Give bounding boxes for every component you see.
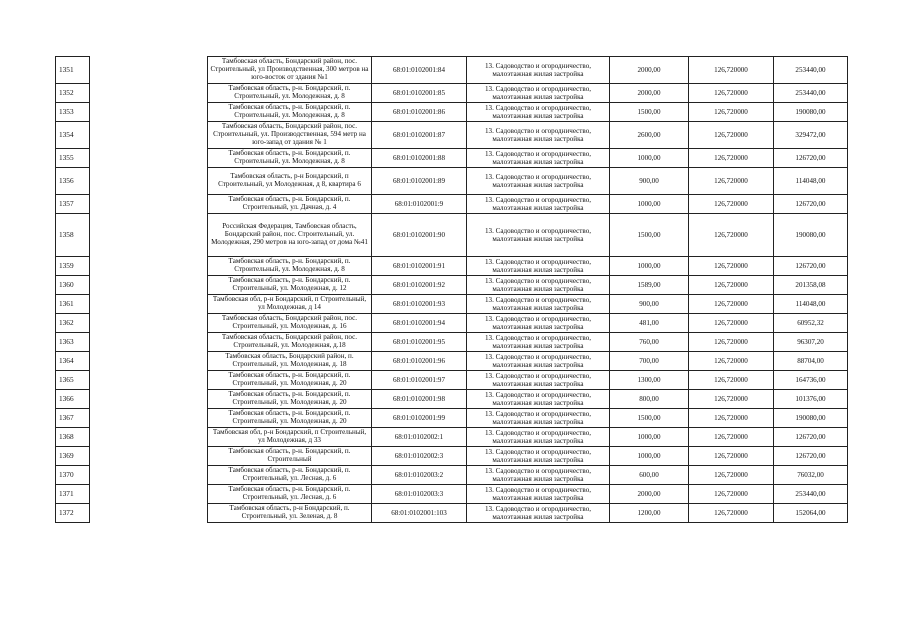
- table-row: [56, 103, 848, 122]
- area-cell: 2000,00: [610, 84, 689, 103]
- spacer-cell: [90, 168, 208, 195]
- cadastral-value-cell: 190080,00: [774, 103, 848, 122]
- area-cell: 481,00: [610, 314, 689, 333]
- cadastral-value-cell: 152064,00: [774, 504, 848, 523]
- table-row: [56, 168, 848, 195]
- row-number-cell: 1358: [56, 214, 90, 257]
- row-number-cell: 1351: [56, 57, 90, 84]
- spacer-cell: [90, 447, 208, 466]
- land-use-cell: 13. Садоводство и огородничество, малоэтажная жилая застройка: [467, 295, 610, 314]
- address-cell: Тамбовская область, р-н. Бондарский, п. Строительный, ул. Молодежная, д. 12: [208, 276, 372, 295]
- rate-cell: 126,720000: [689, 276, 774, 295]
- row-number-cell: 1353: [56, 103, 90, 122]
- land-use-cell: 13. Садоводство и огородничество, малоэтажная жилая застройка: [467, 333, 610, 352]
- cadastral-value-cell: 126720,00: [774, 257, 848, 276]
- area-cell: 1300,00: [610, 371, 689, 390]
- address-cell: Тамбовская область, р-н. Бондарский, п. Строительный, ул. Лесная, д. 6: [208, 485, 372, 504]
- area-cell: 1589,00: [610, 276, 689, 295]
- spacer-cell: [90, 314, 208, 333]
- land-use-cell: 13. Садоводство и огородничество, малоэтажная жилая застройка: [467, 257, 610, 276]
- land-use-cell: 13. Садоводство и огородничество, малоэтажная жилая застройка: [467, 122, 610, 149]
- table-row: [56, 295, 848, 314]
- land-use-cell: 13. Садоводство и огородничество, малоэтажная жилая застройка: [467, 371, 610, 390]
- cadastral-value-cell: 190080,00: [774, 409, 848, 428]
- rate-cell: 126,720000: [689, 257, 774, 276]
- table-body: [56, 57, 848, 523]
- address-cell: Тамбовская область, Бондарский район, пос. Строительный, ул Производственная, 300 метров на юго-восток от здания №1: [208, 57, 372, 84]
- area-cell: 900,00: [610, 295, 689, 314]
- address-cell: Тамбовская область, р-н. Бондарский, п. Строительный, ул. Молодежная, д. 20: [208, 390, 372, 409]
- cadastral-number-cell: 68:01:0102001:93: [372, 295, 467, 314]
- cadastral-number-cell: 68:01:0102001:91: [372, 257, 467, 276]
- cadastral-number-cell: 68:01:0102002:1: [372, 428, 467, 447]
- spacer-cell: [90, 195, 208, 214]
- rate-cell: 126,720000: [689, 447, 774, 466]
- address-cell: Тамбовская область, р-н. Бондарский, п. Строительный, ул. Молодежная, д. 8: [208, 103, 372, 122]
- table-row: [56, 409, 848, 428]
- cadastral-number-cell: 68:01:0102001:103: [372, 504, 467, 523]
- area-cell: 760,00: [610, 333, 689, 352]
- land-use-cell: 13. Садоводство и огородничество, малоэтажная жилая застройка: [467, 504, 610, 523]
- row-number-cell: 1368: [56, 428, 90, 447]
- row-number-cell: 1372: [56, 504, 90, 523]
- area-cell: 1200,00: [610, 504, 689, 523]
- rate-cell: 126,720000: [689, 409, 774, 428]
- address-cell: Российская Федерация, Тамбовская область, Бондарский район, пос. Строительный, ул. Молодежная, 290 метров на юго-запад от дома №41: [208, 214, 372, 257]
- area-cell: 2000,00: [610, 485, 689, 504]
- cadastral-value-cell: 253440,00: [774, 57, 848, 84]
- area-cell: 900,00: [610, 168, 689, 195]
- address-cell: Тамбовская обл, р-н Бондарский, п Строительный, ул Молодежная, д 33: [208, 428, 372, 447]
- cadastral-number-cell: 68:01:0102001:92: [372, 276, 467, 295]
- row-number-cell: 1360: [56, 276, 90, 295]
- spacer-cell: [90, 466, 208, 485]
- cadastral-value-cell: 329472,00: [774, 122, 848, 149]
- area-cell: 1500,00: [610, 214, 689, 257]
- spacer-cell: [90, 295, 208, 314]
- cadastral-number-cell: 68:01:0102001:9: [372, 195, 467, 214]
- area-cell: 600,00: [610, 466, 689, 485]
- address-cell: Тамбовская область, Бондарский район, пос. Строительный, ул. Производственная, 594 метр на юго-запад от здания № 1: [208, 122, 372, 149]
- rate-cell: 126,720000: [689, 122, 774, 149]
- cadastral-value-cell: 190080,00: [774, 214, 848, 257]
- table-row: [56, 214, 848, 257]
- rate-cell: 126,720000: [689, 103, 774, 122]
- cadastral-value-cell: 60952,32: [774, 314, 848, 333]
- address-cell: Тамбовская область, р-н. Бондарский, п. Строительный: [208, 447, 372, 466]
- cadastral-number-cell: 68:01:0102001:84: [372, 57, 467, 84]
- address-cell: Тамбовская область, р-н. Бондарский, п. Строительный, ул. Молодежная, д. 20: [208, 371, 372, 390]
- row-number-cell: 1354: [56, 122, 90, 149]
- address-cell: Тамбовская область, р-н Бондарский, п Строительный, ул Молодежная, д 8, квартира 6: [208, 168, 372, 195]
- spacer-cell: [90, 333, 208, 352]
- table-row: [56, 122, 848, 149]
- cadastral-number-cell: 68:01:0102001:94: [372, 314, 467, 333]
- cadastral-value-cell: 201358,08: [774, 276, 848, 295]
- cadastral-value-cell: 126720,00: [774, 428, 848, 447]
- area-cell: 1000,00: [610, 195, 689, 214]
- row-number-cell: 1366: [56, 390, 90, 409]
- address-cell: Тамбовская область, р-н. Бондарский, п. Строительный, ул. Дачная, д. 4: [208, 195, 372, 214]
- table-row: [56, 149, 848, 168]
- row-number-cell: 1362: [56, 314, 90, 333]
- cadastral-value-cell: 253440,00: [774, 84, 848, 103]
- cadastral-value-cell: 88704,00: [774, 352, 848, 371]
- address-cell: Тамбовская область, Бондарский район, пос. Строительный, ул. Молодежная, д.18: [208, 333, 372, 352]
- row-number-cell: 1361: [56, 295, 90, 314]
- land-use-cell: 13. Садоводство и огородничество, малоэтажная жилая застройка: [467, 276, 610, 295]
- table-row: [56, 195, 848, 214]
- cadastral-number-cell: 68:01:0102001:85: [372, 84, 467, 103]
- address-cell: Тамбовская область, Бондарский район, п. Строительный, ул. Молодежная, д. 18: [208, 352, 372, 371]
- cadastral-number-cell: 68:01:0102002:3: [372, 447, 467, 466]
- spacer-cell: [90, 390, 208, 409]
- land-registry-table: [55, 56, 848, 523]
- cadastral-number-cell: 68:01:0102003:2: [372, 466, 467, 485]
- address-cell: Тамбовская область, р-н. Бондарский, п. Строительный, ул. Молодежная, д. 20: [208, 409, 372, 428]
- row-number-cell: 1365: [56, 371, 90, 390]
- land-use-cell: 13. Садоводство и огородничество, малоэтажная жилая застройка: [467, 466, 610, 485]
- land-use-cell: 13. Садоводство и огородничество, малоэтажная жилая застройка: [467, 103, 610, 122]
- cadastral-number-cell: 68:01:0102001:99: [372, 409, 467, 428]
- rate-cell: 126,720000: [689, 390, 774, 409]
- table-row: [56, 257, 848, 276]
- table-row: [56, 504, 848, 523]
- address-cell: Тамбовская область, р-н Бондарский, п. Строительный, ул. Зеленая, д. 8: [208, 504, 372, 523]
- table-row: [56, 371, 848, 390]
- rate-cell: 126,720000: [689, 371, 774, 390]
- rate-cell: 126,720000: [689, 195, 774, 214]
- spacer-cell: [90, 57, 208, 84]
- cadastral-value-cell: 126720,00: [774, 447, 848, 466]
- cadastral-value-cell: 114048,00: [774, 168, 848, 195]
- row-number-cell: 1371: [56, 485, 90, 504]
- address-cell: Тамбовская область, Бондарский район, пос. Строительный, ул. Молодежная, д. 16: [208, 314, 372, 333]
- row-number-cell: 1370: [56, 466, 90, 485]
- area-cell: 700,00: [610, 352, 689, 371]
- rate-cell: 126,720000: [689, 149, 774, 168]
- cadastral-number-cell: 68:01:0102001:88: [372, 149, 467, 168]
- land-use-cell: 13. Садоводство и огородничество, малоэтажная жилая застройка: [467, 84, 610, 103]
- table-row: [56, 352, 848, 371]
- spacer-cell: [90, 214, 208, 257]
- land-use-cell: 13. Садоводство и огородничество, малоэтажная жилая застройка: [467, 409, 610, 428]
- spacer-cell: [90, 276, 208, 295]
- land-use-cell: 13. Садоводство и огородничество, малоэтажная жилая застройка: [467, 447, 610, 466]
- area-cell: 1000,00: [610, 257, 689, 276]
- address-cell: Тамбовская область, р-н. Бондарский, п. Строительный, ул. Лесная, д. 6: [208, 466, 372, 485]
- spacer-cell: [90, 122, 208, 149]
- area-cell: 2000,00: [610, 57, 689, 84]
- cadastral-number-cell: 68:01:0102003:3: [372, 485, 467, 504]
- row-number-cell: 1364: [56, 352, 90, 371]
- address-cell: Тамбовская область, р-н. Бондарский, п. Строительный, ул. Молодежная, д. 8: [208, 257, 372, 276]
- spacer-cell: [90, 257, 208, 276]
- row-number-cell: 1363: [56, 333, 90, 352]
- cadastral-number-cell: 68:01:0102001:89: [372, 168, 467, 195]
- rate-cell: 126,720000: [689, 504, 774, 523]
- rate-cell: 126,720000: [689, 485, 774, 504]
- cadastral-value-cell: 76032,00: [774, 466, 848, 485]
- cadastral-number-cell: 68:01:0102001:95: [372, 333, 467, 352]
- spacer-cell: [90, 504, 208, 523]
- land-use-cell: 13. Садоводство и огородничество, малоэтажная жилая застройка: [467, 195, 610, 214]
- table-row: [56, 466, 848, 485]
- rate-cell: 126,720000: [689, 57, 774, 84]
- area-cell: 1000,00: [610, 149, 689, 168]
- address-cell: Тамбовская обл, р-н Бондарский, п Строительный, ул Молодежная, д 14: [208, 295, 372, 314]
- cadastral-value-cell: 96307,20: [774, 333, 848, 352]
- rate-cell: 126,720000: [689, 214, 774, 257]
- row-number-cell: 1357: [56, 195, 90, 214]
- land-use-cell: 13. Садоводство и огородничество, малоэтажная жилая застройка: [467, 149, 610, 168]
- row-number-cell: 1352: [56, 84, 90, 103]
- land-use-cell: 13. Садоводство и огородничество, малоэтажная жилая застройка: [467, 314, 610, 333]
- land-use-cell: 13. Садоводство и огородничество, малоэтажная жилая застройка: [467, 485, 610, 504]
- cadastral-number-cell: 68:01:0102001:87: [372, 122, 467, 149]
- cadastral-value-cell: 164736,00: [774, 371, 848, 390]
- area-cell: 1500,00: [610, 409, 689, 428]
- cadastral-value-cell: 114048,00: [774, 295, 848, 314]
- spacer-cell: [90, 103, 208, 122]
- table-row: [56, 428, 848, 447]
- row-number-cell: 1369: [56, 447, 90, 466]
- spacer-cell: [90, 352, 208, 371]
- cadastral-number-cell: 68:01:0102001:90: [372, 214, 467, 257]
- land-use-cell: 13. Садоводство и огородничество, малоэтажная жилая застройка: [467, 390, 610, 409]
- row-number-cell: 1367: [56, 409, 90, 428]
- rate-cell: 126,720000: [689, 352, 774, 371]
- table-row: [56, 333, 848, 352]
- spacer-cell: [90, 84, 208, 103]
- cadastral-value-cell: 101376,00: [774, 390, 848, 409]
- cadastral-value-cell: 253440,00: [774, 485, 848, 504]
- row-number-cell: 1359: [56, 257, 90, 276]
- table-row: [56, 276, 848, 295]
- spacer-cell: [90, 371, 208, 390]
- rate-cell: 126,720000: [689, 168, 774, 195]
- row-number-cell: 1356: [56, 168, 90, 195]
- land-use-cell: 13. Садоводство и огородничество, малоэтажная жилая застройка: [467, 352, 610, 371]
- spacer-cell: [90, 485, 208, 504]
- table-row: [56, 447, 848, 466]
- area-cell: 1000,00: [610, 428, 689, 447]
- table-row: [56, 314, 848, 333]
- cadastral-number-cell: 68:01:0102001:97: [372, 371, 467, 390]
- area-cell: 2600,00: [610, 122, 689, 149]
- cadastral-number-cell: 68:01:0102001:86: [372, 103, 467, 122]
- cadastral-number-cell: 68:01:0102001:98: [372, 390, 467, 409]
- rate-cell: 126,720000: [689, 314, 774, 333]
- address-cell: Тамбовская область, р-н. Бондарский, п. Строительный, ул. Молодежная, д. 8: [208, 84, 372, 103]
- rate-cell: 126,720000: [689, 84, 774, 103]
- rate-cell: 126,720000: [689, 466, 774, 485]
- spacer-cell: [90, 149, 208, 168]
- spacer-cell: [90, 428, 208, 447]
- area-cell: 800,00: [610, 390, 689, 409]
- cadastral-value-cell: 126720,00: [774, 149, 848, 168]
- address-cell: Тамбовская область, р-н. Бондарский, п. Строительный, ул. Молодежная, д. 8: [208, 149, 372, 168]
- land-use-cell: 13. Садоводство и огородничество, малоэтажная жилая застройка: [467, 168, 610, 195]
- cadastral-number-cell: 68:01:0102001:96: [372, 352, 467, 371]
- land-use-cell: 13. Садоводство и огородничество, малоэтажная жилая застройка: [467, 428, 610, 447]
- land-use-cell: 13. Садоводство и огородничество, малоэтажная жилая застройка: [467, 57, 610, 84]
- area-cell: 1000,00: [610, 447, 689, 466]
- table-row: [56, 485, 848, 504]
- table-row: [56, 84, 848, 103]
- rate-cell: 126,720000: [689, 333, 774, 352]
- table-row: [56, 57, 848, 84]
- rate-cell: 126,720000: [689, 428, 774, 447]
- row-number-cell: 1355: [56, 149, 90, 168]
- land-use-cell: 13. Садоводство и огородничество, малоэтажная жилая застройка: [467, 214, 610, 257]
- table-row: [56, 390, 848, 409]
- spacer-cell: [90, 409, 208, 428]
- rate-cell: 126,720000: [689, 295, 774, 314]
- area-cell: 1500,00: [610, 103, 689, 122]
- cadastral-value-cell: 126720,00: [774, 195, 848, 214]
